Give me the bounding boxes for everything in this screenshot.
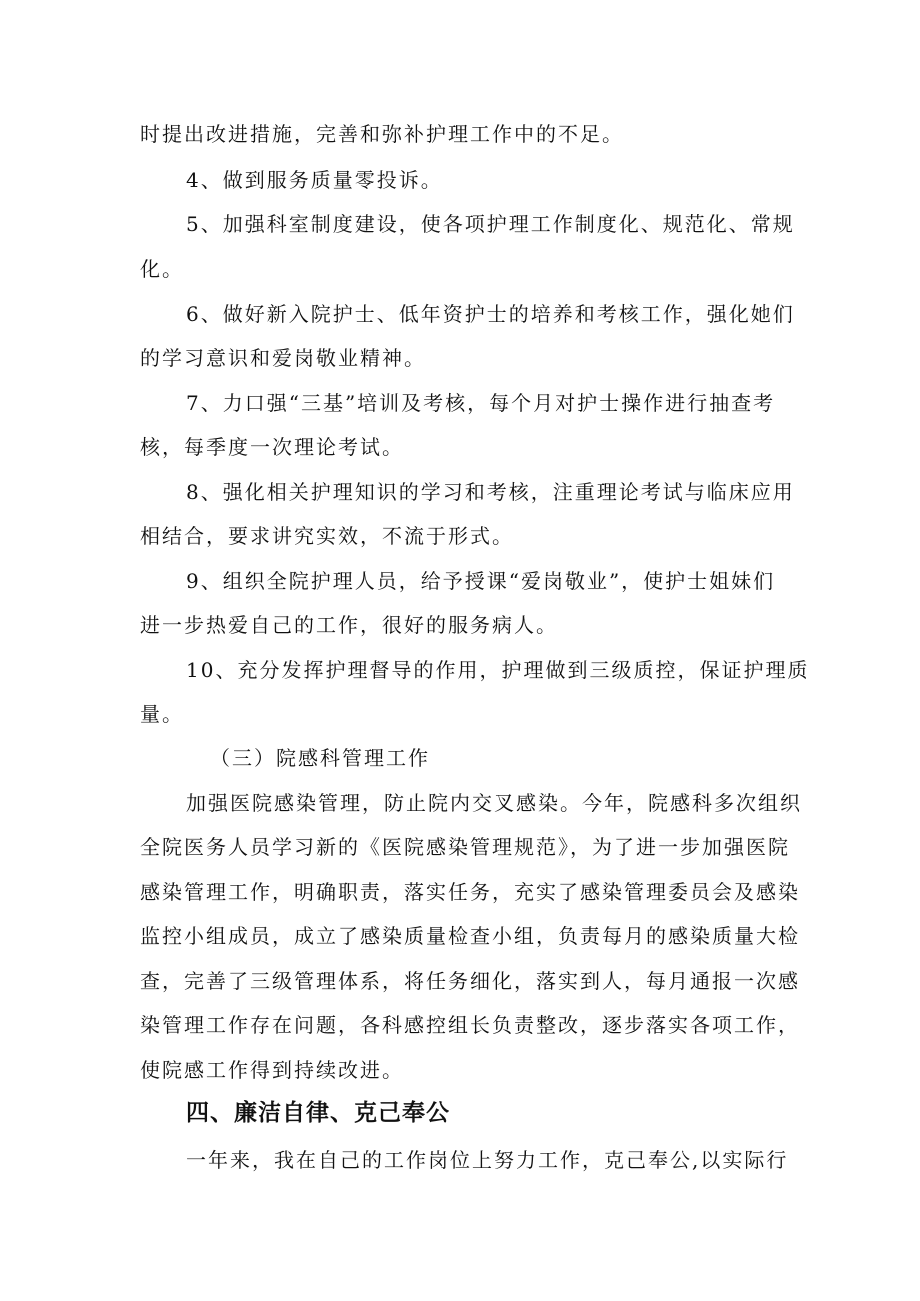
paragraph-line: 进一步热爱自己的工作，很好的服务病人。 <box>140 613 558 637</box>
paragraph-line: 加强医院感染管理，防止院内交叉感染。今年，院感科多次组织 <box>186 791 802 815</box>
paragraph-line: 量。 <box>140 702 184 726</box>
list-item-4: 4、做到服务质量零投诉。 <box>186 168 443 192</box>
paragraph-line: 感染管理工作，明确职责，落实任务，充实了感染管理委员会及感染 <box>140 880 800 904</box>
paragraph-line: 的学习意识和爱岗敬业精神。 <box>140 346 426 370</box>
section-subheading: （三）院感科管理工作 <box>210 746 430 770</box>
list-item-7: 7、力口强“三基”培训及考核，每个月对护士操作进行抽查考 <box>186 391 776 415</box>
paragraph-line: 染管理工作存在问题，各科感控组长负责整改，逐步落实各项工作， <box>140 1013 800 1037</box>
list-item-9: 9、组织全院护理人员，给予授课“爱岗敬业”，使护士姐妹们 <box>186 569 776 593</box>
list-item-5: 5、加强科室制度建设，使各项护理工作制度化、规范化、常规 <box>186 212 795 236</box>
paragraph-line: 相结合，要求讲究实效，不流于形式。 <box>140 524 514 548</box>
paragraph-line: 使院感工作得到持续改进。 <box>140 1058 404 1082</box>
paragraph-line: 查，完善了三级管理体系，将任务细化，落实到人，每月通报一次感 <box>140 969 800 993</box>
list-item-8: 8、强化相关护理知识的学习和考核，注重理论考试与临床应用 <box>186 480 795 504</box>
list-item-10: 10、充分发挥护理督导的作用，护理做到三级质控，保证护理质 <box>186 658 810 682</box>
paragraph-line: 核，每季度一次理论考试。 <box>140 435 404 459</box>
paragraph-line: 化。 <box>140 257 184 281</box>
list-item-6: 6、做好新入院护士、低年资护士的培养和考核工作，强化她们 <box>186 302 795 326</box>
paragraph-line: 监控小组成员，成立了感染质量检查小组，负责每月的感染质量大检 <box>140 924 800 948</box>
paragraph-line: 一年来，我在自己的工作岗位上努力工作，克己奉公,以实际行 <box>186 1148 789 1172</box>
paragraph-line: 全院医务人员学习新的《医院感染管理规范》，为了进一步加强医院 <box>140 835 790 859</box>
section-heading: 四、廉洁自律、克己奉公 <box>186 1100 450 1126</box>
paragraph-line: 时提出改进措施，完善和弥补护理工作中的不足。 <box>140 122 624 146</box>
